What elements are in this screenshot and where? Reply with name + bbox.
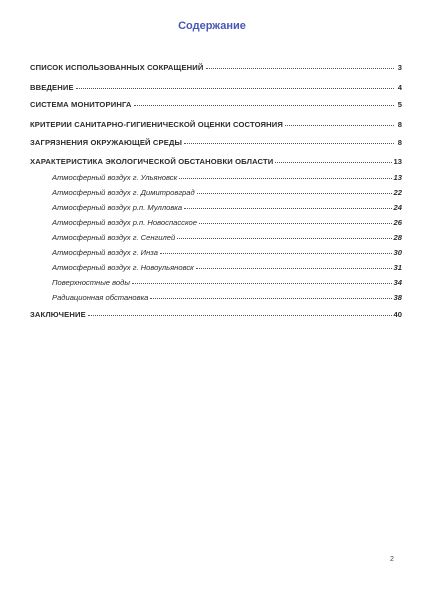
toc-entry-label: ХАРАКТЕРИСТИКА ЭКОЛОГИЧЕСКОЙ ОБСТАНОВКИ ОБЛАСТИ [30,157,274,166]
toc-subentry[interactable] [52,248,402,258]
toc-subentry[interactable] [52,173,402,183]
toc-dot-leader [88,314,392,316]
toc-dot-leader [134,104,394,106]
toc-entry[interactable] [30,310,402,320]
toc-entry-label: Атмосферный воздух г. Ульяновск [52,173,178,182]
toc-dot-leader [196,267,392,269]
toc-entry-page: 3 [397,63,402,72]
toc-dot-leader [199,222,392,224]
toc-entry-page: 8 [397,120,402,129]
toc-dot-leader [150,297,391,299]
toc-entry-page: 13 [393,157,402,166]
toc-entry-page: 5 [397,100,402,109]
toc-entry-page: 8 [397,138,402,147]
toc-entry[interactable] [30,63,402,73]
toc-entry[interactable] [30,157,402,167]
toc-entry-label: КРИТЕРИИ САНИТАРНО-ГИГИЕНИЧЕСКОЙ ОЦЕНКИ СОСТОЯНИЯ [30,120,283,129]
toc-entry-label: Атмосферный воздух г. Сенгилей [52,233,176,242]
toc-entry-label: СИСТЕМА МОНИТОРИНГА [30,100,132,109]
toc-subentry[interactable] [52,188,402,198]
toc-subentry[interactable] [52,293,402,303]
toc-entry-label: Атмосферный воздух г. Инза [52,248,158,257]
toc-entry-page: 26 [393,218,402,227]
toc-entry-page: 38 [393,293,402,302]
toc-entry-label: Радиационная обстановка [52,293,149,302]
toc-entry-label: ВВЕДЕНИЕ [30,83,74,92]
toc-entry-label: Атмосферный воздух г. Новоульяновск [52,263,194,272]
toc-dot-leader [275,161,391,163]
toc-dot-leader [76,87,394,89]
toc-subentry[interactable] [52,218,402,228]
toc-entry-label: СПИСОК ИСПОЛЬЗОВАННЫХ СОКРАЩЕНИЙ [30,63,204,72]
toc-entry-label: Атмосферный воздух г. Димитровград [52,188,195,197]
toc-entry-page: 24 [393,203,402,212]
page-title: Содержание [178,20,246,32]
toc-entry-page: 4 [397,83,402,92]
toc-entry-page: 13 [393,173,402,182]
toc-entry-label: Атмосферный воздух р.п. Мулловка [52,203,183,212]
toc-entry[interactable] [30,83,402,93]
toc-entry-page: 34 [393,278,402,287]
toc-subentry[interactable] [52,233,402,243]
toc-dot-leader [184,207,391,209]
toc-dot-leader [206,67,394,69]
toc-entry-page: 40 [393,310,402,319]
toc-dot-leader [179,177,391,179]
toc-entry[interactable] [30,120,402,130]
toc-dot-leader [285,124,394,126]
toc-dot-leader [184,142,394,144]
toc-dot-leader [132,282,392,284]
page-number: 2 [390,556,394,563]
toc-subentry[interactable] [52,278,402,288]
toc-entry[interactable] [30,138,402,148]
toc-entry-label: ЗАГРЯЗНЕНИЯ ОКРУЖАЮЩЕЙ СРЕДЫ [30,138,183,147]
toc-entry-page: 28 [393,233,402,242]
toc-entry-page: 30 [393,248,402,257]
toc-dot-leader [160,252,392,254]
toc-entry[interactable] [30,100,402,110]
toc-subentry[interactable] [52,263,402,273]
toc-entry-label: Поверхностные воды [52,278,130,287]
toc-entry-page: 22 [393,188,402,197]
toc-dot-leader [177,237,391,239]
toc-subentry[interactable] [52,203,402,213]
toc-entry-label: ЗАКЛЮЧЕНИЕ [30,310,86,319]
toc-entry-page: 31 [393,263,402,272]
toc-entry-label: Атмосферный воздух р.п. Новоспасское [52,218,197,227]
toc-dot-leader [197,192,392,194]
